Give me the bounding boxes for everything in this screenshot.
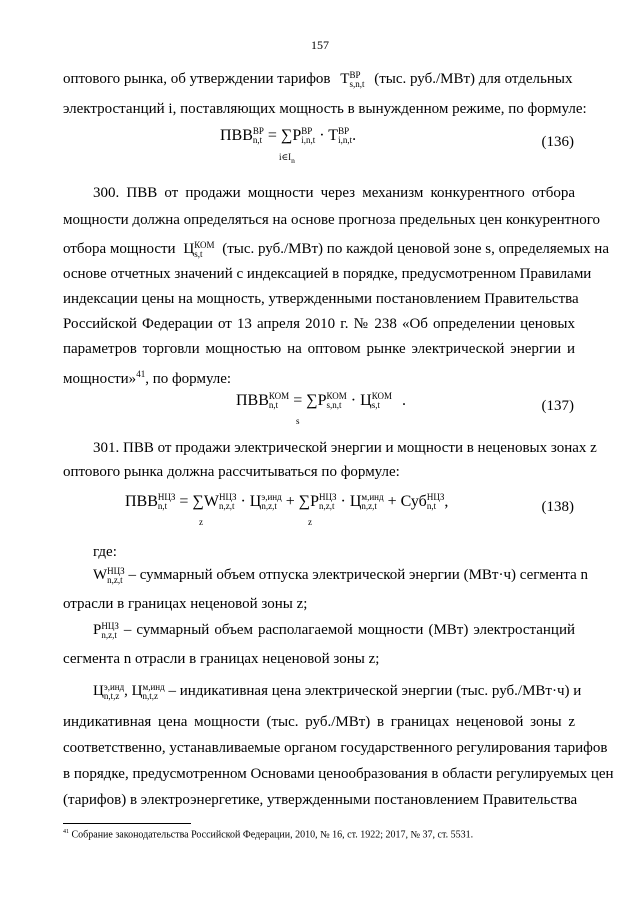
- footnote-text: Собрание законодательства Российской Федерации, 2010, № 16, ст. 1922; 2017, № 37, ст. 5531.: [71, 829, 474, 841]
- text-line: где:: [93, 544, 117, 560]
- text-line: параметров торговли мощностью на оптовом рынке электрической энергии и: [63, 341, 575, 357]
- equation-number-136: (136): [541, 134, 574, 150]
- text-line: Российской Федерации от 13 апреля 2010 г. № 238 «Об определении ценовых: [63, 316, 575, 332]
- text-line: 301. ПВВ от продажи электрической энергии и мощности в неценовых зонах z: [93, 440, 597, 456]
- text-line: индикативная цена мощности (тыс. руб./МВт) в границах неценовой зоны z: [63, 714, 575, 730]
- formula-137-sum-index: s: [296, 416, 300, 426]
- symbol-c-power: Цм,инд n,t,z: [131, 681, 165, 701]
- text-line: оптового рынка должна рассчитываться по формуле:: [63, 464, 400, 480]
- text-line: [63, 70, 575, 89]
- text-line: отбора мощности ЦКОМ s,t (тыс. руб./МВт) по каждой ценовой зоне s, определяемых на: [63, 239, 609, 259]
- text-line: основе отчетных значений с индексацией в порядке, предусмотренном Правилами: [63, 266, 592, 282]
- inline-formula-ckom: ЦКОМ s,t: [183, 239, 215, 259]
- formula-138-sum-index: z: [308, 517, 312, 527]
- footnote-reference: 41: [136, 369, 146, 379]
- equation-number-137: (137): [541, 398, 574, 414]
- text-line: индексации цены на мощность, утвержденными постановлением Правительства: [63, 291, 579, 307]
- definition-line: WНЦЗ n,z,t – суммарный объем отпуска электрической энергии (МВт·ч) сегмента n: [93, 565, 589, 585]
- text-line: сегмента n отрасли в границах неценовой зоны z;: [63, 651, 380, 667]
- text-line: отрасли в границах неценовой зоны z;: [63, 596, 308, 612]
- text-line: мощности должна определяться на основе прогноза предельных цен конкурентного: [63, 212, 601, 228]
- formula-136-sum-index: $i\in I_n$: [279, 152, 295, 165]
- text-segment: оптового рынка, об утверждении тарифов: [63, 71, 331, 87]
- equation-number-138: (138): [541, 499, 574, 515]
- footnote-number: 41: [63, 829, 69, 835]
- page-number: 157: [311, 38, 329, 52]
- symbol-c-energy: Цэ,инд n,t,z: [93, 681, 125, 701]
- text-segment: (тыс. руб./МВт) для отдельных: [374, 71, 573, 87]
- formula-136: ПВВВР n,t = ∑PВР i,n,t · TВР i,n,t.: [220, 126, 357, 146]
- formula-138-sum-index: z: [199, 517, 203, 527]
- text-line: (тарифов) в электроэнергетике, утвержденными постановлением Правительства: [63, 792, 578, 808]
- formula-138: ПВВНЦЗ n,t = ∑WНЦЗ n,z,t · Цэ,инд n,z,t + ∑PНЦЗ n,z,t · Цм,инд n,z,t + СубНЦЗ n,t ,: [125, 492, 449, 512]
- footnote: [63, 829, 473, 840]
- symbol-w: WНЦЗ n,z,t: [93, 565, 125, 585]
- text-line: в порядке, предусмотренном Основами ценообразования в области регулируемых цен: [63, 766, 614, 782]
- text-line: соответственно, устанавливаемые органом государственного регулирования тарифов: [63, 740, 608, 756]
- text-line: 300. ПВВ от продажи мощности через механизм конкурентного отбора: [93, 185, 575, 201]
- footnote-divider: [63, 823, 191, 824]
- symbol-p: PНЦЗ n,z,t: [93, 620, 119, 640]
- definition-line: Цэ,инд n,t,z , Цм,инд n,t,z – индикативная цена электрической энергии (тыс. руб./МВт·ч) и: [93, 681, 582, 701]
- formula-137: ПВВКОМ n,t = ∑PКОМ s,n,t · ЦКОМ s,t .: [236, 391, 406, 411]
- definition-line: PНЦЗ n,z,t – суммарный объем располагаемой мощности (МВт) электростанций: [93, 620, 576, 640]
- inline-formula-tariff: TВР s,n,t: [340, 69, 365, 89]
- text-line: мощности»$^{41}$, по формуле:: [63, 369, 232, 387]
- text-line: электростанций i, поставляющих мощность в вынужденном режиме, по формуле:: [63, 101, 587, 117]
